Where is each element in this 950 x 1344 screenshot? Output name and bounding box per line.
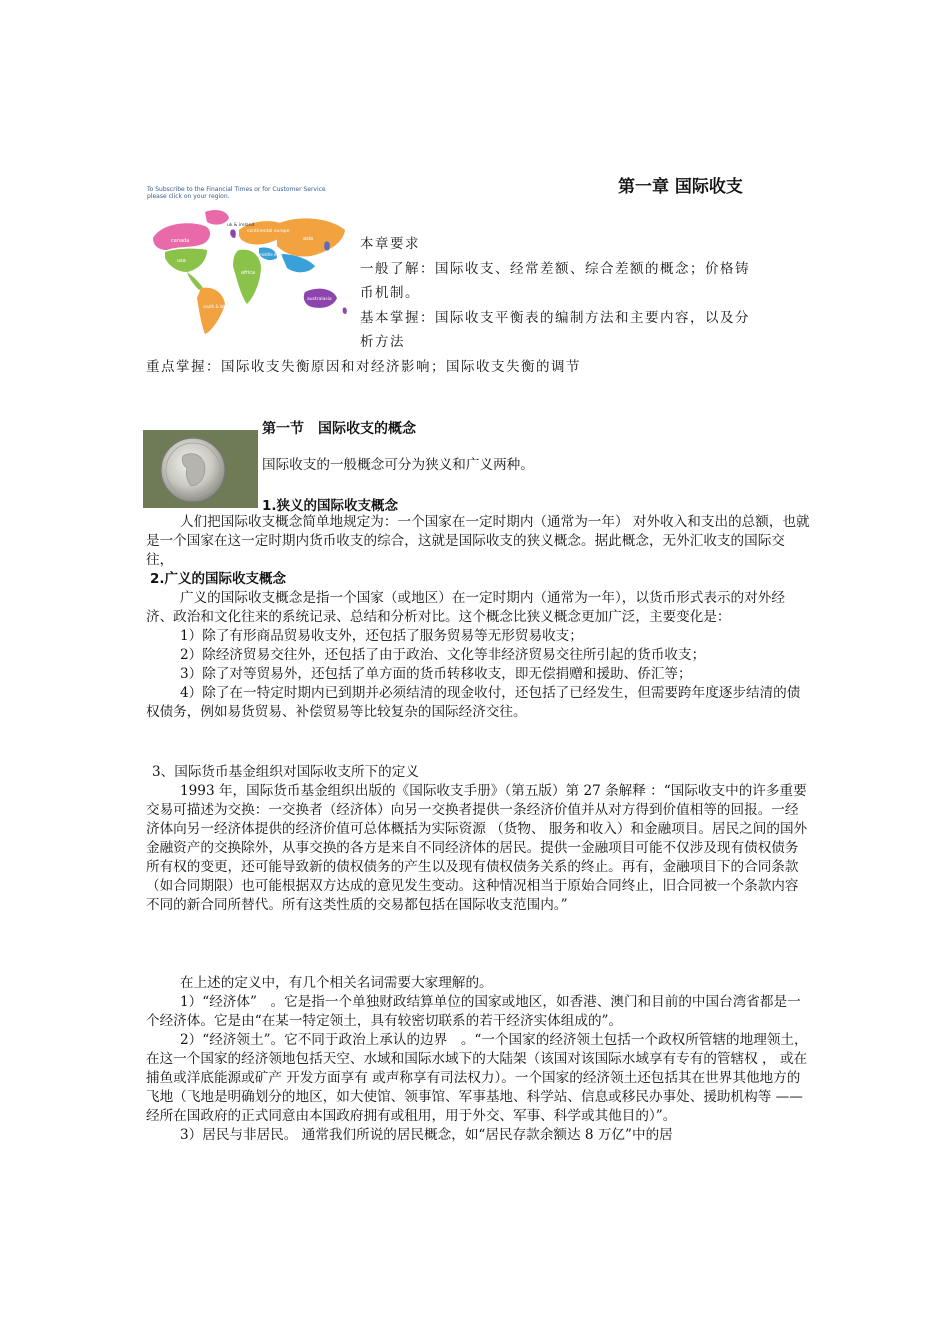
narrow-concept-block	[146, 513, 811, 722]
map-label-japan[interactable]: japan	[319, 253, 332, 258]
map-label-uk[interactable]: uk & ireland	[227, 223, 255, 228]
terms-intro: 在上述的定义中，有几个相关名词需要大家理解的。	[180, 975, 493, 991]
terms-block	[146, 974, 811, 1145]
requirements-general-line1: 一般了解：国际收支、经常差额、综合差额的概念；价格铸	[360, 260, 750, 277]
change-item: 3）除了对等贸易外，还包括了单方面的货币转移收支，即无偿捐赠和援助、侨汇等；	[180, 666, 692, 682]
broad-concept-heading: 2.广义的国际收支概念	[150, 571, 287, 587]
term-economy: 1）“经济体” 。它是指一个单独财政结算单位的国家或地区，如香港、澳门和目前的中国台湾省都是一个经济体。它是由“在某一特定领土，具有较密切联系的若干经济实体组成的”。	[146, 994, 801, 1029]
world-map-image	[147, 186, 354, 336]
coin-image	[143, 430, 258, 508]
map-caption-line1: To Subscribe to the Financial Times or for Customer Service	[147, 186, 326, 193]
narrow-concept-text: 人们把国际收支概念简单地规定为：一个国家在一定时期内（通常为一年） 对外收入和支出的总额，也就是一个国家在这一定时期内货币收支的综合，这就是国际收支的狭义概念。据此概念，无外汇收支的国际交往，	[146, 514, 810, 568]
map-label-middle-east[interactable]: middle east	[259, 252, 283, 257]
requirements-basic-line1: 基本掌握：国际收支平衡表的编制方法和主要内容，以及分	[360, 309, 750, 326]
map-label-asia[interactable]: asia	[303, 236, 314, 242]
term-economic-territory: 2）“经济领土”。它不同于政治上承认的边界 。“一个国家的经济领土包括一个政权所管辖的地理领土，在这一个国家的经济领地包括天空、水域和国际水域下的大陆架（该国对该国际水域享有专有的管辖权 ， 或在捕鱼或洋底能源或矿产 开发方面享有 或声称享有司法权力）。一个国家的经济领土还包括其在世界其他地方的飞地（飞地是明确划分的地区，如大使馆、领事馆、军事基地、科学站、信息或移民办事处、援助机构等 —— 经所在国政府的正式同意由本国政府拥有或租用，用于外交、军事、科学或其他目的）”。	[146, 1032, 808, 1124]
imf-heading: 3、国际货币基金组织对国际收支所下的定义	[152, 764, 419, 780]
imf-definition-block	[146, 763, 811, 915]
chapter-title: 第一章 国际收支	[618, 177, 743, 197]
map-label-africa[interactable]: africa	[241, 270, 256, 276]
map-label-australasia[interactable]: australasia	[307, 297, 332, 302]
map-label-canada[interactable]: canada	[171, 238, 190, 244]
map-caption-line2: please click on your region.	[147, 193, 230, 200]
change-item: 1）除了有形商品贸易收支外，还包括了服务贸易等无形贸易收支；	[180, 628, 583, 644]
broad-concept-text: 广义的国际收支概念是指一个国家（或地区）在一定时期内（通常为一年），以货币形式表示的对外经济、政治和文化往来的系统记录、总结和分析对比。这个概念比狭义概念更加广泛，主要变化是：	[146, 590, 785, 625]
requirements-basic-line2: 析方法	[360, 334, 405, 350]
world-map-graphic	[147, 200, 354, 336]
chapter-requirements	[360, 232, 810, 355]
map-label-usa[interactable]: usa	[177, 258, 186, 264]
requirements-focus: 重点掌握：国际收支失衡原因和对经济影响；国际收支失衡的调节	[146, 359, 581, 375]
map-label-south-america[interactable]: south & latin america	[203, 304, 247, 309]
map-label-europe[interactable]: continental europe	[247, 229, 290, 234]
requirements-general-line2: 币机制。	[360, 285, 420, 301]
map-caption	[147, 186, 354, 200]
change-item: 2）除经济贸易交往外，还包括了由于政治、文化等非经济贸易交往所引起的货币收支；	[180, 647, 706, 663]
section-title: 第一节 国际收支的概念	[262, 421, 416, 437]
imf-text: 1993 年，国际货币基金组织出版的《国际收支手册》（第五版）第 27 条解释 ：“国际收支中的许多重要交易可描述为交换：一交换者（经济体）向另一交换者提供一条经济价值并从对方得到价值相等的回报。一经济体向另一经济体提供的经济价值可总体概括为实际资源 （货物、 服务和收入）和金融项目。居民之间的国外金融资产的交换除外，从事交换的各方是来自不同经济体的居民。提供一金融项目可能不仅涉及现有债权债务所有权的变更，还可能导致新的债权债务的产生以及现有债权债务关系的终止。再有，金融项目下的合同条款（如合同期限）也可能根据双方达成的意见发生变动。这种情况相当于原始合同终止，旧合同被一个条款内容不同的新合同所替代。所有这类性质的交易都包括在国际收支范围内。”	[146, 783, 808, 913]
term-residents: 3）居民与非居民。 通常我们所说的居民概念，如“居民存款余额达 8 万亿”中的居	[180, 1127, 673, 1143]
requirements-heading: 本章要求	[360, 236, 420, 252]
change-item: 4）除了在一特定时期内已到期并必须结清的现金收付，还包括了已经发生，但需要跨年度逐步结清的债权债务，例如易货贸易、补偿贸易等比较复杂的国际经济交往。	[146, 685, 801, 720]
narrow-concept-heading: 1.狭义的国际收支概念	[262, 498, 399, 514]
section-intro: 国际收支的一般概念可分为狭义和广义两种。	[262, 457, 534, 473]
